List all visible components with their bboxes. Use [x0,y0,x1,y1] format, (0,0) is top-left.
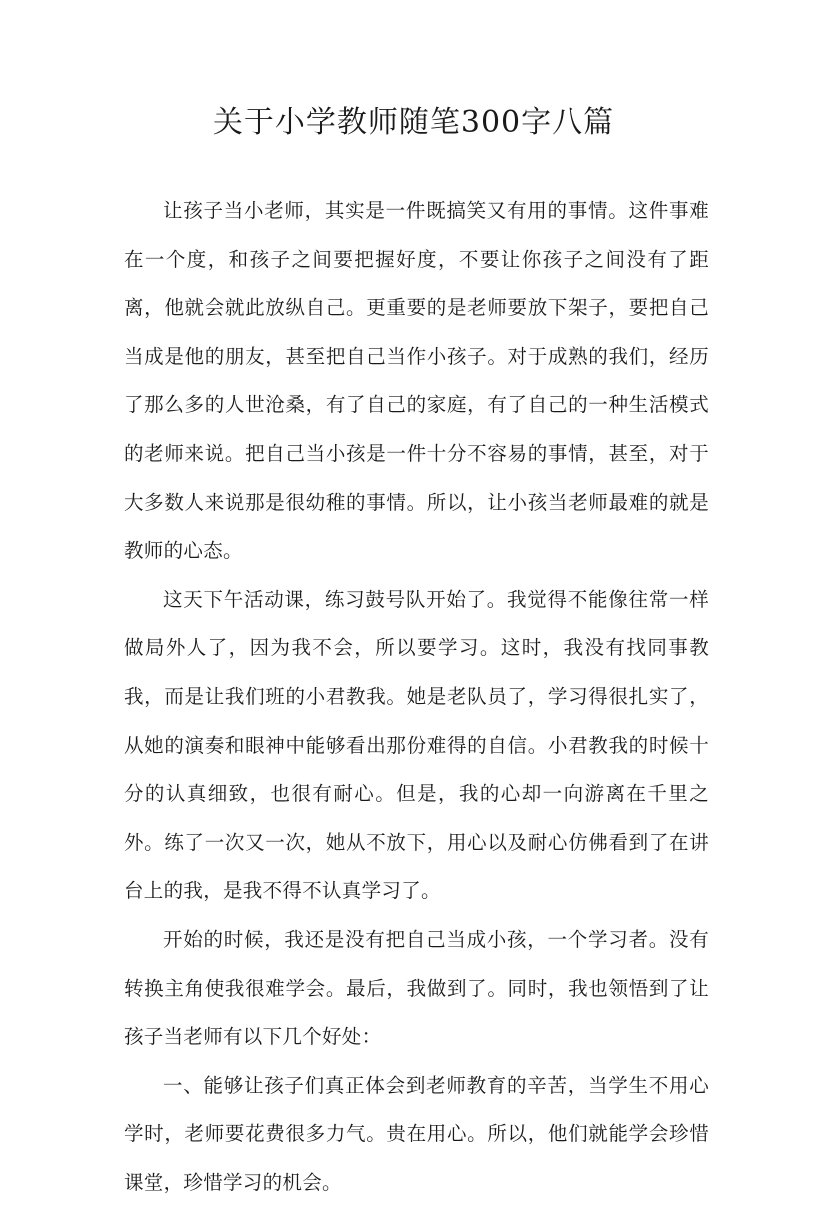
paragraph-1: 让孩子当小老师，其实是一件既搞笑又有用的事情。这件事难在一个度，和孩子之间要把握好度，不要让你孩子之间没有了距离，他就会就此放纵自己。更重要的是老师要放下架子，要把自己当成是他的朋友，甚至把自己当作小孩子。对于成熟的我们，经历了那么多的人世沧桑，有了自己的家庭，有了自己的一种生活模式的老师来说。把自己当小孩是一件十分不容易的事情，甚至，对于大多数人来说那是很幼稚的事情。所以，让小孩当老师最难的就是教师的心态。 [124,199,709,563]
paragraph-3: 开始的时候，我还是没有把自己当成小孩，一个学习者。没有转换主角使我很难学会。最后，我做到了。同时，我也领悟到了让孩子当老师有以下几个好处： [124,927,709,1049]
document-title: 关于小学教师随笔300字八篇 [212,105,615,140]
paragraph-4: 一、能够让孩子们真正体会到老师教育的辛苦，当学生不用心学时，老师要花费很多力气。贵在用心。所以，他们就能学会珍惜课堂，珍惜学习的机会。 [124,1073,709,1194]
paragraph-2: 这天下午活动课，练习鼓号队开始了。我觉得不能像往常一样做局外人了，因为我不会，所以要学习。这时，我没有找同事教我，而是让我们班的小君教我。她是老队员了，学习得很扎实了，从她的演奏和眼神中能够看出那份难得的自信。小君教我的时候十分的认真细致，也很有耐心。但是，我的心却一向游离在千里之外。练了一次又一次，她从不放下，用心以及耐心仿佛看到了在讲台上的我，是我不得不认真学习了。 [124,587,709,903]
document-body [124,187,709,1207]
